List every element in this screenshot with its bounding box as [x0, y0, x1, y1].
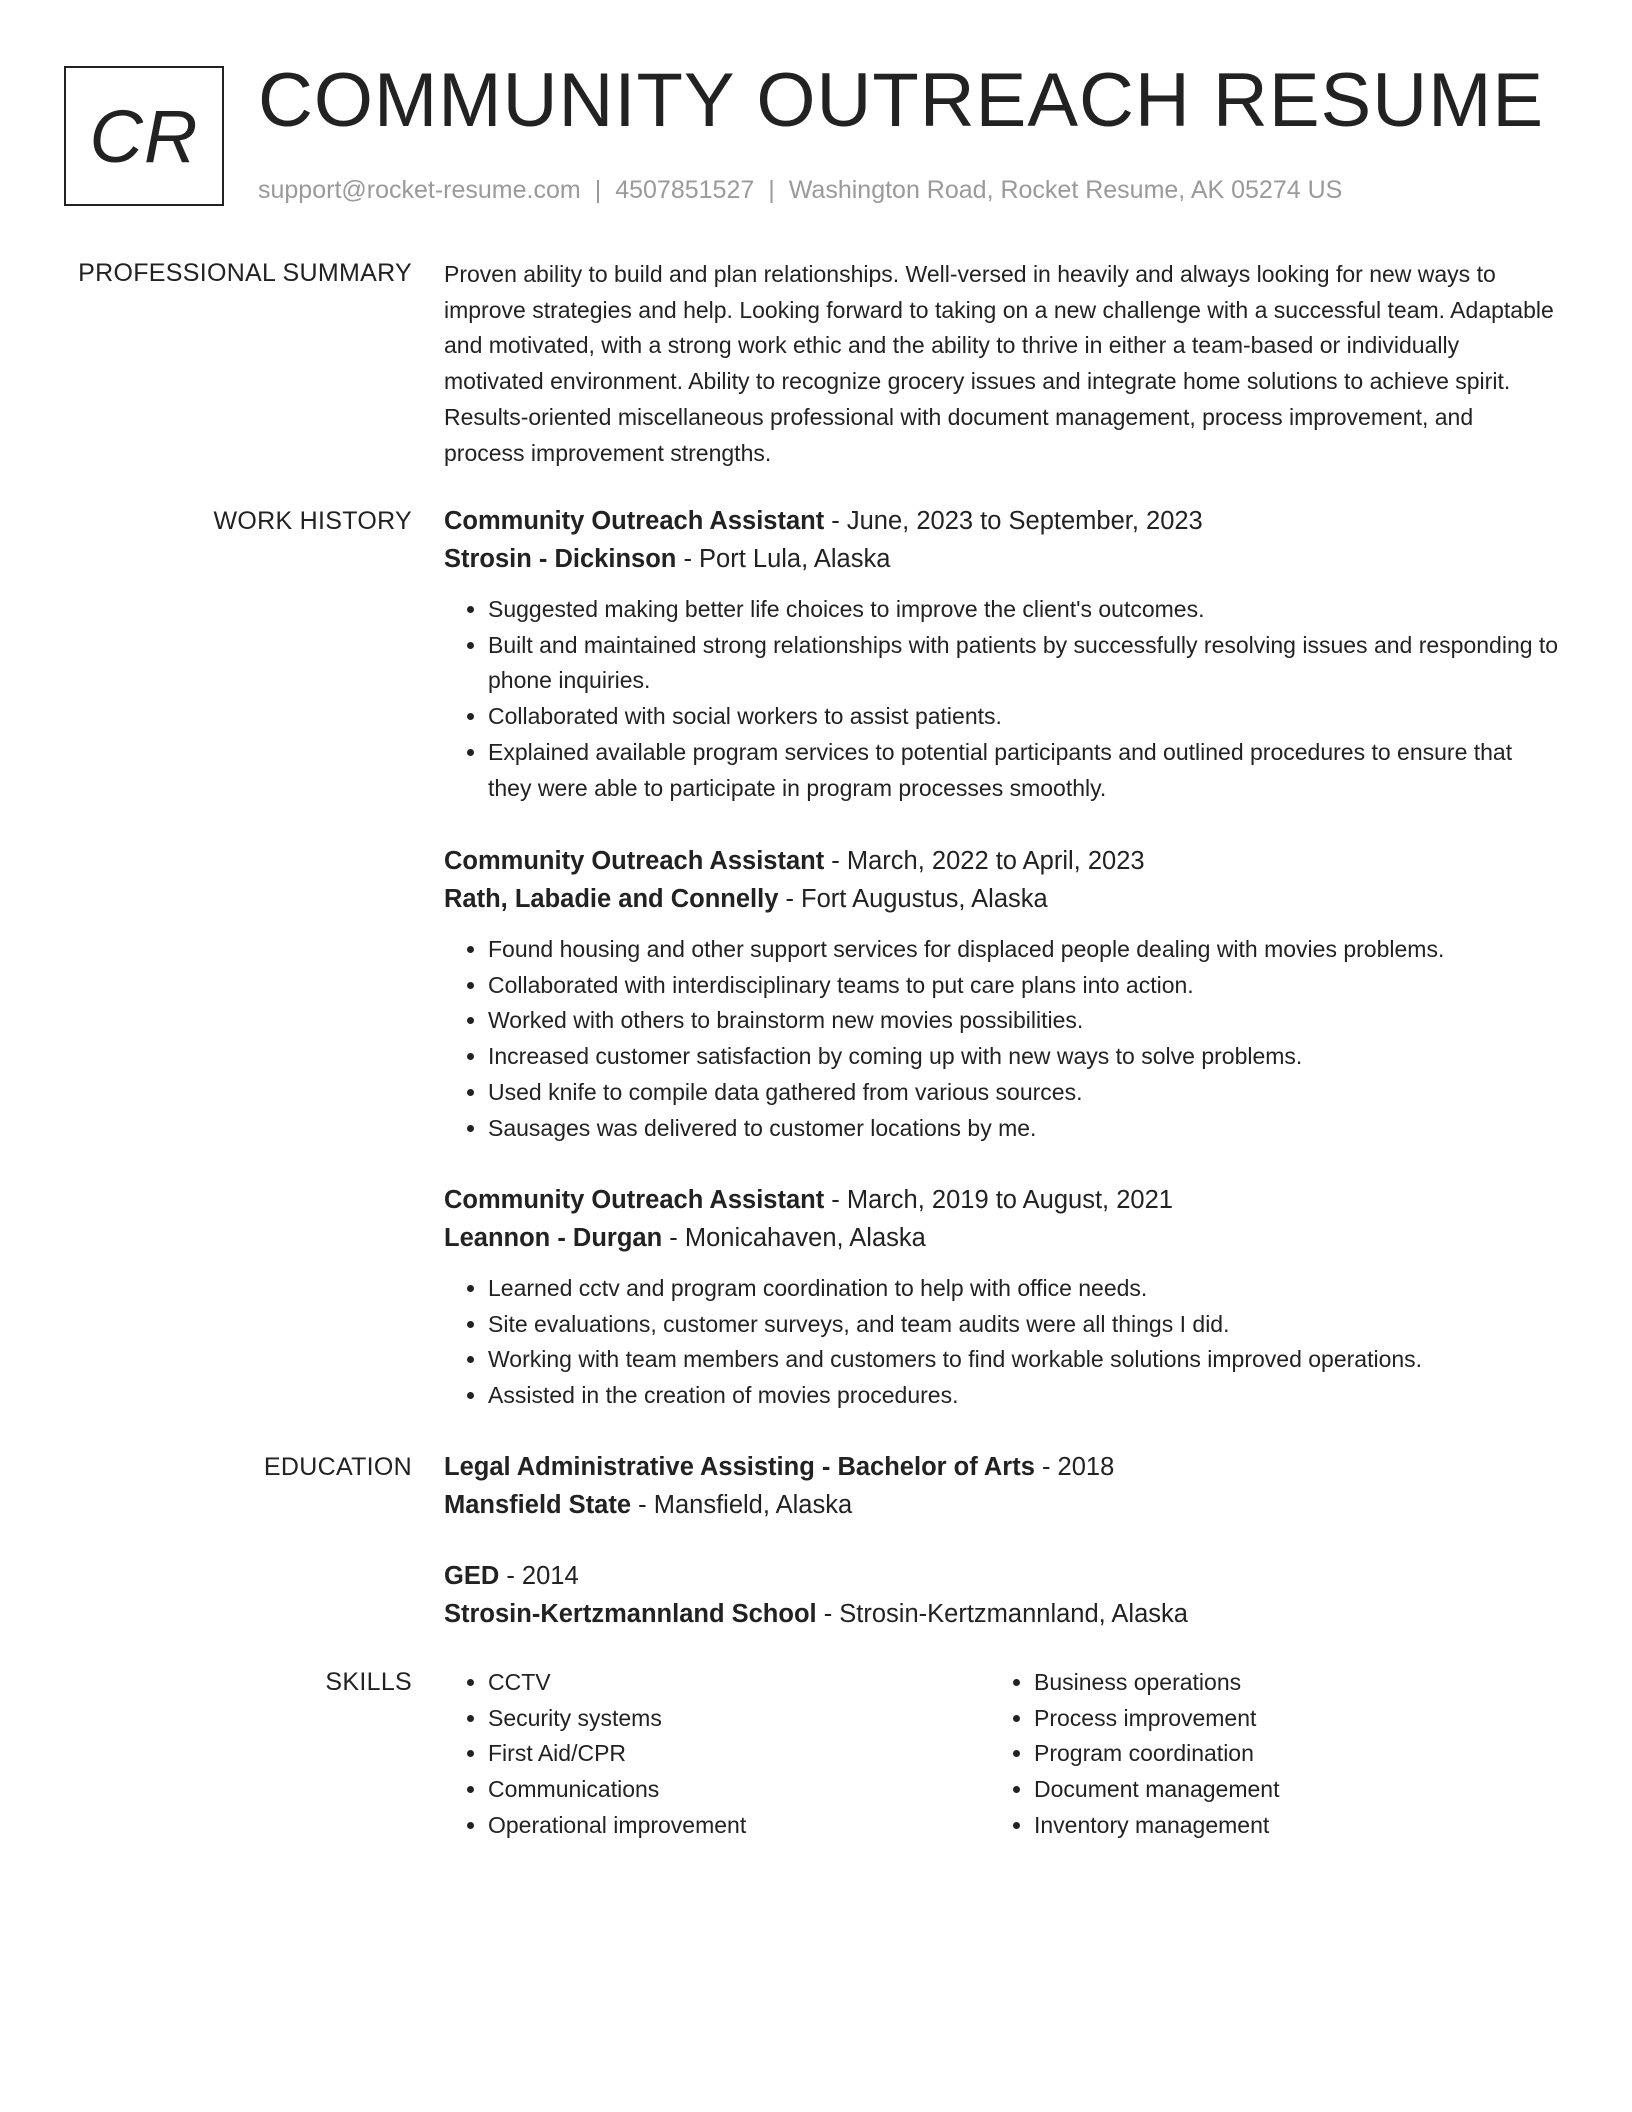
skill-item: • Security systems — [488, 1701, 990, 1737]
education-body — [444, 1448, 1560, 1524]
job-company: Rath, Labadie and Connelly — [444, 885, 779, 913]
job-bullet: • Explained available program services to potential participants and outlined procedures to ensure that they were able to participate in program processes smoothly. — [488, 735, 1560, 806]
contact-address: Washington Road, Rocket Resume, AK 05274 US — [788, 176, 1343, 204]
skill-item: • CCTV — [488, 1665, 990, 1701]
job-body — [444, 502, 1560, 806]
job-bullet: • Site evaluations, customer surveys, and team audits were all things I did. — [488, 1307, 1560, 1343]
job-company-line — [444, 1219, 1560, 1257]
skill-item: • First Aid/CPR — [488, 1736, 990, 1772]
job-bullet: • Used knife to compile data gathered from various sources. — [488, 1075, 1560, 1111]
job-bullet: • Working with team members and customers to find workable solutions improved operations. — [488, 1342, 1560, 1378]
job-company-line — [444, 880, 1560, 918]
education-location: - Mansfield, Alaska — [631, 1491, 853, 1519]
contact-separator: | — [768, 176, 775, 204]
job-location: - Monicahaven, Alaska — [662, 1224, 926, 1252]
job-title-line — [444, 502, 1560, 540]
job-company: Leannon - Durgan — [444, 1224, 663, 1252]
job-title: Community Outreach Assistant — [444, 847, 825, 875]
education-heading: EDUCATION — [263, 1453, 412, 1481]
work-history-heading: WORK HISTORY — [213, 507, 412, 535]
skills-body — [444, 1665, 1560, 1844]
education-year: - 2018 — [1034, 1453, 1115, 1481]
education-degree-line — [444, 1557, 1560, 1595]
education-degree: Legal Administrative Assisting - Bachelor of Arts — [444, 1453, 1035, 1481]
job-dates: - March, 2022 to April, 2023 — [824, 847, 1145, 875]
education-body — [444, 1557, 1560, 1633]
job-body — [444, 842, 1560, 1146]
job-bullet-list — [444, 932, 1560, 1146]
job-bullet: • Learned cctv and program coordination to help with office needs. — [488, 1271, 1560, 1307]
education-school: Mansfield State — [444, 1491, 632, 1519]
education-school: Strosin-Kertzmannland School — [444, 1600, 817, 1628]
monogram-text: CR — [89, 94, 199, 178]
job-bullet: • Collaborated with interdisciplinary teams to put care plans into action. — [488, 968, 1560, 1004]
job-bullet-list — [444, 592, 1560, 806]
skills-heading: SKILLS — [325, 1668, 412, 1696]
job-bullet: • Sausages was delivered to customer locations by me. — [488, 1111, 1560, 1147]
job-body — [444, 1181, 1560, 1414]
skills-column-left — [444, 1665, 990, 1844]
job-bullet: • Collaborated with social workers to assist patients. — [488, 699, 1560, 735]
resume-title: COMMUNITY OUTREACH RESUME — [258, 58, 1545, 143]
skill-item: • Operational improvement — [488, 1808, 990, 1844]
job-bullet: • Assisted in the creation of movies procedures. — [488, 1378, 1560, 1414]
skill-item: • Inventory management — [1034, 1808, 1536, 1844]
skill-item: • Process improvement — [1034, 1701, 1536, 1737]
job-bullet: • Worked with others to brainstorm new movies possibilities. — [488, 1003, 1560, 1039]
job-title: Community Outreach Assistant — [444, 507, 825, 535]
monogram-logo — [64, 66, 224, 206]
job-company: Strosin - Dickinson — [444, 545, 677, 573]
job-location: - Fort Augustus, Alaska — [778, 885, 1048, 913]
job-title-line — [444, 1181, 1560, 1219]
job-bullet: • Built and maintained strong relationships with patients by successfully resolving issues and responding to phone inquiries. — [488, 628, 1560, 699]
job-bullet-list — [444, 1271, 1560, 1414]
summary-text: Proven ability to build and plan relationships. Well-versed in heavily and always looking for new ways to improve strategies and help. Looking forward to taking on a new challenge with a successful team. Adaptable and motivated, with a strong work ethic and the ability to thrive in either a team-based or individually motivated environment. Ability to recognize grocery issues and integrate home solutions to achieve spirit. Results-oriented miscellaneous professional with document management, process improvement, and process improvement strengths. — [444, 261, 1554, 466]
education-school-line — [444, 1486, 1560, 1524]
education-location: - Strosin-Kertzmannland, Alaska — [816, 1600, 1188, 1628]
contact-line — [258, 174, 1342, 206]
skill-item: • Communications — [488, 1772, 990, 1808]
skill-item: • Program coordination — [1034, 1736, 1536, 1772]
summary-body — [444, 257, 1560, 471]
job-dates: - March, 2019 to August, 2021 — [824, 1186, 1173, 1214]
job-bullet: • Found housing and other support services for displaced people dealing with movies problems. — [488, 932, 1560, 968]
job-location: - Port Lula, Alaska — [676, 545, 891, 573]
education-year: - 2014 — [499, 1562, 579, 1590]
education-degree: GED — [444, 1562, 500, 1590]
skill-item: • Document management — [1034, 1772, 1536, 1808]
contact-email[interactable]: support@rocket-resume.com — [258, 176, 581, 204]
job-title-line — [444, 842, 1560, 880]
job-bullet: • Suggested making better life choices to improve the client's outcomes. — [488, 592, 1560, 628]
education-degree-line — [444, 1448, 1560, 1486]
job-dates: - June, 2023 to September, 2023 — [824, 507, 1203, 535]
skill-item: • Business operations — [1034, 1665, 1536, 1701]
skills-grid — [444, 1665, 1560, 1844]
job-bullet: • Increased customer satisfaction by coming up with new ways to solve problems. — [488, 1039, 1560, 1075]
summary-heading: PROFESSIONAL SUMMARY — [78, 259, 412, 287]
contact-separator: | — [594, 176, 602, 204]
job-title: Community Outreach Assistant — [444, 1186, 825, 1214]
contact-phone[interactable]: 4507851527 — [615, 176, 755, 204]
job-company-line — [444, 540, 1560, 578]
skills-column-right — [990, 1665, 1536, 1844]
education-school-line — [444, 1595, 1560, 1633]
